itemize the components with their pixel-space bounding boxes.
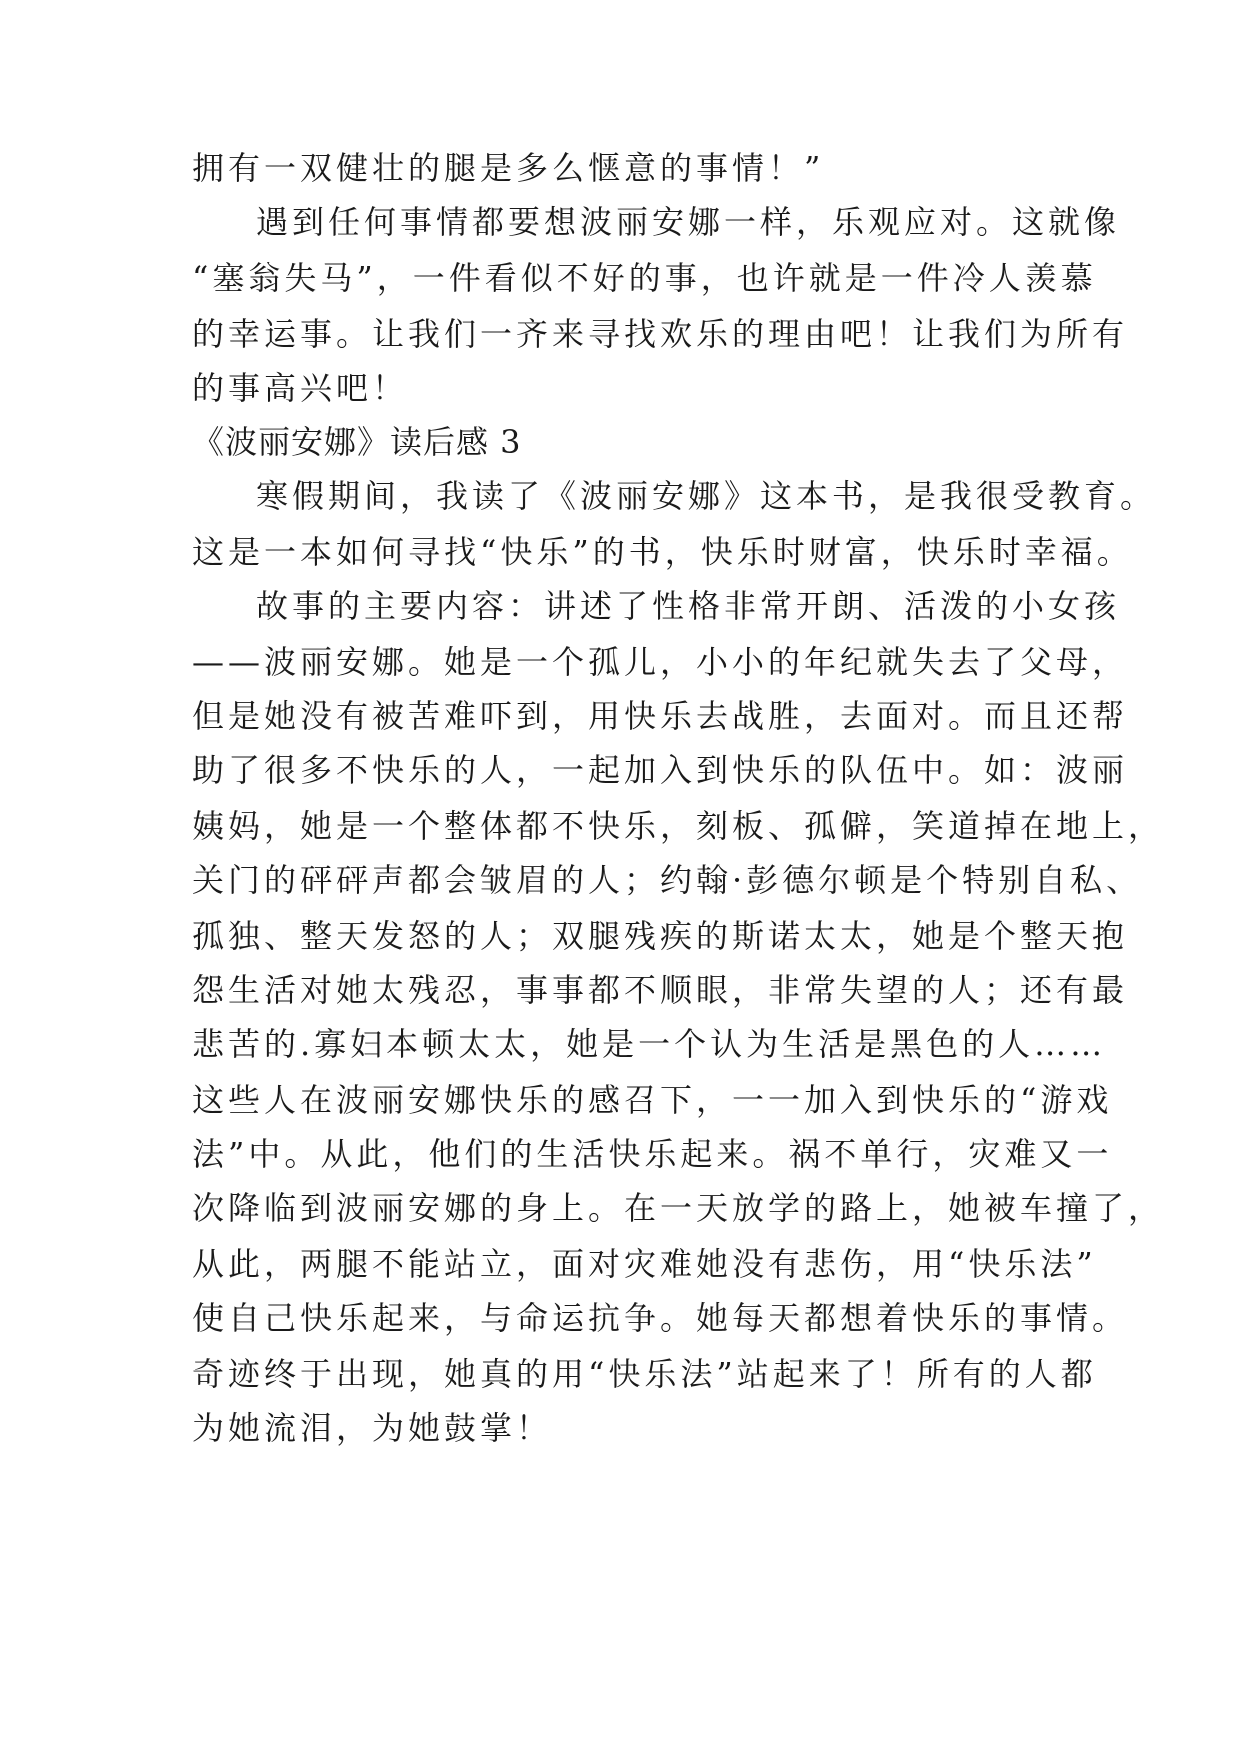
paragraph-line: 从此，两腿不能站立，面对灾难她没有悲伤，用“快乐法” <box>192 1245 1097 1283</box>
paragraph-line: 次降临到波丽安娜的身上。在一天放学的路上，她被车撞了， <box>192 1189 1165 1227</box>
paragraph-line: 故事的主要内容：讲述了性格非常开朗、活泼的小女孩 <box>256 587 1121 625</box>
paragraph-line: 这是一本如何寻找“快乐”的书，快乐时财富，快乐时幸福。 <box>192 533 1133 571</box>
paragraph-continuation-line: 拥有一双健壮的腿是多么惬意的事情！” <box>192 149 825 187</box>
paragraph-line: 法”中。从此，他们的生活快乐起来。祸不单行，灾难又一 <box>192 1135 1113 1173</box>
paragraph-line: 关门的砰砰声都会皱眉的人；约翰·彭德尔顿是个特别自私、 <box>192 861 1143 899</box>
paragraph-line: 姨妈，她是一个整体都不快乐，刻板、孤僻，笑道掉在地上， <box>192 807 1165 845</box>
paragraph-line: 奇迹终于出现，她真的用“快乐法”站起来了！所有的人都 <box>192 1355 1097 1393</box>
paragraph-line: “塞翁失马”，一件看似不好的事，也许就是一件冷人羡慕 <box>192 259 1097 297</box>
paragraph-line: 悲苦的.寡妇本顿太太，她是一个认为生活是黑色的人…… <box>192 1025 1107 1063</box>
paragraph-line: 孤独、整天发怒的人；双腿残疾的斯诺太太，她是个整天抱 <box>192 917 1129 955</box>
paragraph-line: 怨生活对她太残忍，事事都不顺眼，非常失望的人；还有最 <box>192 971 1129 1009</box>
paragraph-line: 的事高兴吧！ <box>192 369 409 407</box>
paragraph-line: ——波丽安娜。她是一个孤儿，小小的年纪就失去了父母， <box>192 643 1129 681</box>
paragraph-line: 的幸运事。让我们一齐来寻找欢乐的理由吧！让我们为所有 <box>192 315 1129 353</box>
paragraph-line: 这些人在波丽安娜快乐的感召下，一一加入到快乐的“游戏 <box>192 1081 1113 1119</box>
paragraph-line: 遇到任何事情都要想波丽安娜一样，乐观应对。这就像 <box>256 203 1121 241</box>
section-title: 《波丽安娜》读后感 3 <box>192 423 522 461</box>
paragraph-line: 为她流泪，为她鼓掌！ <box>192 1409 553 1447</box>
paragraph-line: 但是她没有被苦难吓到，用快乐去战胜，去面对。而且还帮 <box>192 697 1129 735</box>
paragraph-line: 使自己快乐起来，与命运抗争。她每天都想着快乐的事情。 <box>192 1299 1129 1337</box>
paragraph-line: 寒假期间，我读了《波丽安娜》这本书，是我很受教育。 <box>256 477 1157 515</box>
paragraph-line: 助了很多不快乐的人，一起加入到快乐的队伍中。如：波丽 <box>192 751 1129 789</box>
